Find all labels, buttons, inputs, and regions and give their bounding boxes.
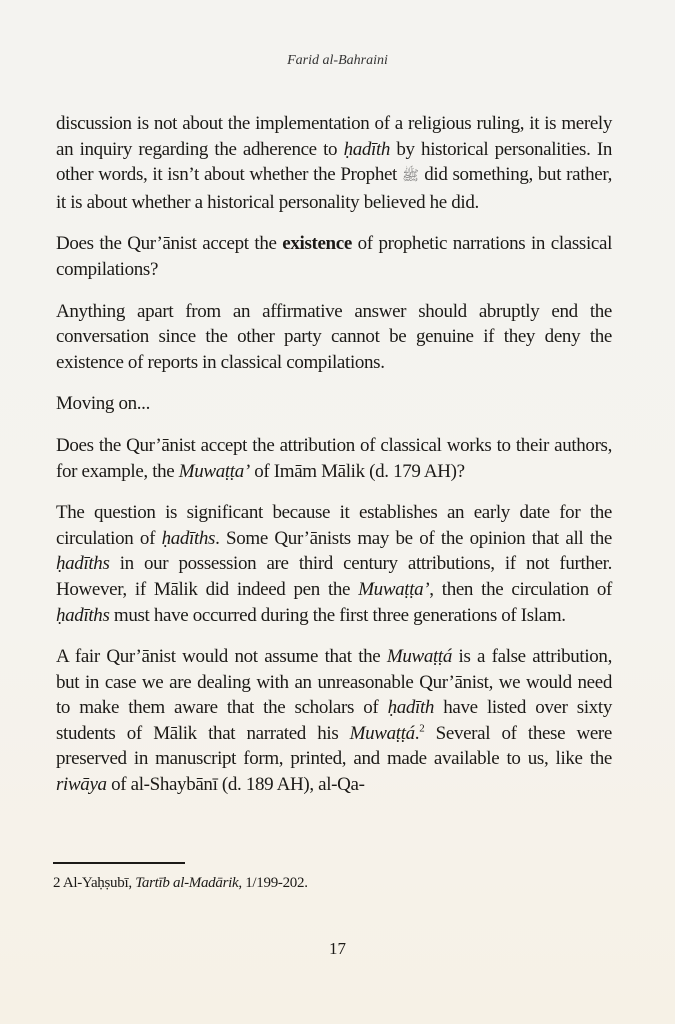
paragraph: [56, 500, 612, 628]
text-run: of prophetic narrations in classical compilations?: [56, 233, 612, 280]
text-run: Anything apart from an affirmative answer should abruptly end the conversation since the other party cannot be genuine if they deny the existence of reports in classical compilations.: [56, 300, 612, 373]
running-head: Farid al-Bahraini: [287, 53, 388, 68]
body-text: [56, 111, 612, 814]
footnote-author: Al-Yaḥṣubī,: [60, 875, 136, 891]
text-run: Muwaṭṭa’: [178, 460, 250, 482]
text-run: The question is significant because it establishes an early date for the circulation of: [56, 502, 612, 549]
paragraph: [56, 231, 612, 282]
paragraph: [56, 433, 612, 484]
paragraph: [56, 644, 612, 798]
text-run: ḥadīth: [343, 138, 391, 160]
honorific-icon: ﷺ: [401, 169, 419, 185]
text-run: existence: [282, 233, 352, 255]
text-run: of al-Shaybānī (d. 189 AH), al-Qa-: [106, 774, 365, 796]
text-run: have listed over sixty students of Mālik that narrated his: [56, 697, 612, 744]
text-run: .: [414, 722, 420, 744]
text-run: ḥadīths: [56, 604, 110, 626]
text-run: is a false attribution, but in case we are dealing with an unreasonable Qur’ānist, we would need to make them aware that the scholars of: [56, 646, 612, 719]
text-run: A fair Qur’ānist would not assume that the: [56, 646, 387, 668]
text-run: Muwaṭṭa’: [358, 578, 430, 600]
text-run: , then the circulation of: [429, 578, 612, 600]
footnote: [53, 875, 308, 892]
page-number: 17: [329, 939, 346, 958]
text-run: riwāya: [56, 774, 107, 796]
text-run: Does the Qur’ānist accept the attribution of classical works to their authors, for example, the: [56, 434, 612, 482]
text-run: Several of these were preserved in manuscript form, printed, and made available to us, like the: [56, 722, 612, 770]
footnote-ref-marker: 2: [419, 722, 425, 735]
text-run: did something, but rather, it is about whether a historical personality believed he did.: [56, 164, 612, 213]
text-run: . Some Qur’ānists may be of the opinion that all the: [215, 527, 612, 549]
paragraph: [56, 299, 612, 376]
footnote-number: 2: [53, 875, 61, 891]
text-run: of Imām Mālik (d. 179 AH)?: [249, 460, 465, 482]
text-run: ḥadīths: [56, 553, 110, 575]
paragraph: [56, 111, 612, 215]
text-run: ḥadīths: [161, 527, 216, 549]
text-run: Moving on...: [56, 393, 150, 415]
text-run: Does the Qur’ānist accept the: [56, 233, 283, 255]
text-run: Muwaṭṭá: [349, 722, 415, 744]
text-run: ḥadīth: [387, 697, 435, 719]
footnote-ref: , 1/199-202.: [238, 875, 308, 891]
text-run: in our possession are third century attributions, if not further. However, if Mālik did indeed pen the: [56, 553, 612, 600]
text-run: by historical personalities. In other words, it isn’t about whether the Prophet: [56, 138, 612, 186]
text-run: Muwaṭṭá: [386, 646, 452, 668]
text-run: discussion is not about the implementation of a religious ruling, it is merely an inquiry regarding the adherence to: [56, 113, 612, 160]
footnote-title: Tartīb al-Madārik: [135, 875, 239, 891]
footnote-rule: [53, 862, 185, 864]
text-run: must have occurred during the first three generations of Islam.: [109, 604, 566, 626]
paragraph: [56, 391, 612, 417]
